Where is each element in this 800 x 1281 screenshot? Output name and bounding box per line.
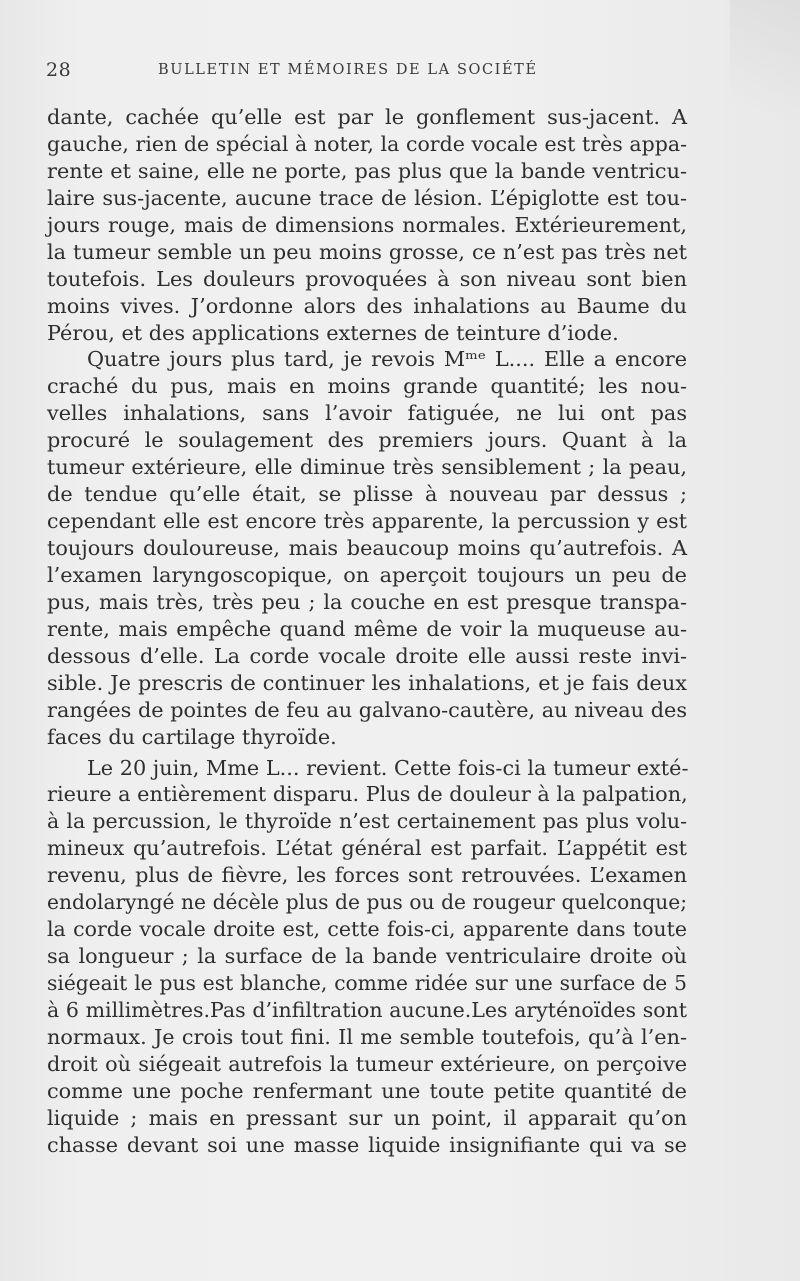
text-line: craché du pus, mais en moins grande quantité; les nou- xyxy=(47,374,687,399)
text-line: sible. Je prescris de continuer les inhalations, et je fais deux xyxy=(47,670,687,695)
page-header xyxy=(46,56,686,84)
paragraph-1 xyxy=(47,104,687,346)
text-line: velles inhalations, sans l’avoir fatiguée, ne lui ont pas xyxy=(47,401,687,426)
running-head: BULLETIN ET MÉMOIRES DE LA SOCIÉTÉ xyxy=(158,62,538,78)
text-line: à la percussion, le thyroïde n’est certainement pas plus volu- xyxy=(47,809,687,834)
text-line: gauche, rien de spécial à noter, la corde vocale est très appa- xyxy=(47,131,687,156)
text-line: moins vives. J’ordonne alors des inhalations au Baume du xyxy=(47,293,687,318)
text-line: revenu, plus de fièvre, les forces sont retrouvées. L’examen xyxy=(47,863,687,888)
text-line: dessous d’elle. La corde vocale droite elle aussi reste invi- xyxy=(47,643,687,668)
text-line: normaux. Je crois tout fini. Il me semble toutefois, qu’à l’en- xyxy=(47,1024,687,1049)
text-line: rangées de pointes de feu au galvano-cautère, au niveau des xyxy=(47,697,687,722)
text-line: sa longueur ; la surface de la bande ventriculaire droite où xyxy=(47,944,687,969)
page-edge-shading xyxy=(730,0,800,160)
text-line: liquide ; mais en pressant sur un point, il apparait qu’on xyxy=(47,1105,687,1130)
text-line: endolaryngé ne décèle plus de pus ou de rougeur quelconque; xyxy=(47,890,687,915)
text-line: la tumeur semble un peu moins grosse, ce n’est pas très net xyxy=(47,239,687,264)
text-line: tumeur extérieure, elle diminue très sensiblement ; la peau, xyxy=(47,455,687,480)
text-line: comme une poche renfermant une toute petite quantité de xyxy=(47,1078,687,1103)
text-line: chasse devant soi une masse liquide insignifiante qui va se xyxy=(47,1132,687,1157)
text-line: rieure a entièrement disparu. Plus de douleur à la palpation, xyxy=(47,782,688,807)
text-line: faces du cartilage thyroïde. xyxy=(47,724,337,749)
text-line: laire sus-jacente, aucune trace de lésion. L’épiglotte est tou- xyxy=(47,185,687,210)
text-line: cependant elle est encore très apparente, la percussion y est xyxy=(47,509,687,534)
text-line: toutefois. Les douleurs provoquées à son niveau sont bien xyxy=(47,266,687,291)
text-line: rente, mais empêche quand même de voir la muqueuse au- xyxy=(47,616,687,641)
text-line: la corde vocale droite est, cette fois-ci, apparente dans toute xyxy=(47,917,687,942)
text-line: procuré le soulagement des premiers jours. Quant à la xyxy=(47,428,687,453)
body-text xyxy=(47,104,687,1159)
text-line: pus, mais très, très peu ; la couche en est presque transpa- xyxy=(47,589,687,614)
text-line: droit où siégeait autrefois la tumeur extérieure, on perçoive xyxy=(47,1051,687,1076)
text-line: de tendue qu’elle était, se plisse à nouveau par dessus ; xyxy=(47,482,687,507)
text-line: jours rouge, mais de dimensions normales. Extérieurement, xyxy=(47,212,687,237)
text-line: l’examen laryngoscopique, on aperçoit toujours un peu de xyxy=(47,562,687,587)
text-line: mineux qu’autrefois. L’état général est parfait. L’appétit est xyxy=(47,836,687,861)
text-line: toujours douloureuse, mais beaucoup moins qu’autrefois. A xyxy=(47,536,687,560)
text-line: rente et saine, elle ne porte, pas plus que la bande ventricu- xyxy=(47,158,687,183)
text-line: Le 20 juin, Mme L... revient. Cette fois-ci la tumeur exté- xyxy=(87,755,689,780)
text-line: Quatre jours plus tard, je revois Mᵐᵉ L.... Elle a encore xyxy=(87,347,687,372)
paragraph-2 xyxy=(47,346,687,750)
text-line: dante, cachée qu’elle est par le gonflement sus-jacent. A xyxy=(47,105,687,129)
text-line: siégeait le pus est blanche, comme ridée sur une surface de 5 xyxy=(47,971,687,995)
text-line: Pérou, et des applications externes de teinture d’iode. xyxy=(47,320,619,345)
paragraph-3 xyxy=(47,755,687,1159)
text-line: à 6 millimètres.Pas d’infiltration aucune.Les aryténoïdes sont xyxy=(47,997,687,1022)
page-number: 28 xyxy=(46,59,72,81)
